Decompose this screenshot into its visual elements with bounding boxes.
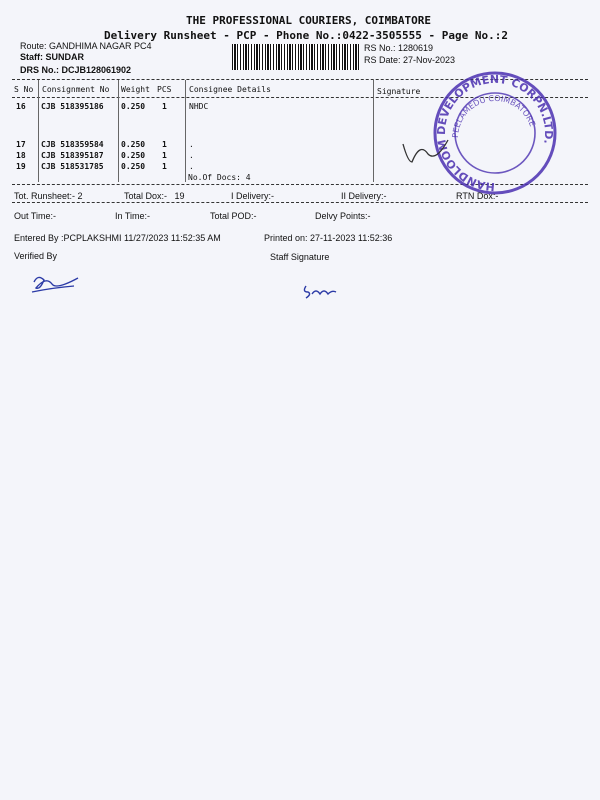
verifier-signature [26, 270, 86, 300]
tot-runsheet: Tot. Runsheet:- 2 [14, 191, 83, 201]
row-consignment: CJB 518395186 [41, 102, 104, 111]
row-consignee: . [189, 151, 194, 160]
stamp-outer-text: HANDLOOM DEVELOPMENT CORPN.LTD. [434, 72, 556, 194]
row-consignment: CJB 518531785 [41, 162, 104, 171]
row-pcs: 1 [162, 162, 167, 171]
rs-date: RS Date: 27-Nov-2023 [364, 55, 456, 65]
barcode-image [232, 44, 360, 70]
column-header-sno: S No [14, 85, 34, 94]
drs-number: DRS No.: DCJB128061902 [20, 65, 132, 75]
row-sno: 16 [16, 102, 26, 111]
row-sno: 19 [16, 162, 26, 171]
runsheet-title: Delivery Runsheet - PCP - Phone No.:0422-3505555 - Page No.:2 [104, 29, 508, 42]
delvy-points: Delvy Points:- [315, 211, 371, 221]
row-sno: 18 [16, 151, 26, 160]
svg-text:PEELAMEDU COIMBATORE [451, 94, 537, 138]
row-weight: 0.250 [121, 102, 146, 111]
row-weight: 0.250 [121, 162, 146, 171]
row-consignment: CJB 518395187 [41, 151, 104, 160]
signature-mark [398, 132, 458, 172]
column-header-pcs: PCS [157, 85, 172, 94]
rs-number: RS No.: 1280619 [364, 43, 434, 53]
stamp-inner-text: PEELAMEDU COIMBATORE [450, 93, 537, 139]
summary-rule [12, 202, 588, 203]
row-weight: 0.250 [121, 140, 146, 149]
i-delivery: I Delivery:- [231, 191, 275, 201]
company-name: THE PROFESSIONAL COURIERS, COIMBATORE [186, 14, 432, 27]
row-consignment: CJB 518359584 [41, 140, 104, 149]
no-of-docs: No.Of Docs: 4 [188, 173, 251, 182]
staff-label: Staff: SUNDAR [20, 52, 84, 62]
column-header-consignee: Consignee Details [189, 85, 271, 94]
total-dox: Total Dox:- 19 [124, 191, 185, 201]
row-sno: 17 [16, 140, 26, 149]
entered-by: Entered By :PCPLAKSHMI 11/27/2023 11:52:35 AM [14, 233, 221, 243]
row-consignee: . [189, 140, 194, 149]
staff-signature [300, 280, 350, 302]
column-divider [373, 80, 374, 182]
row-pcs: 1 [162, 102, 167, 111]
rtn-dox: RTN Dox:- [456, 191, 499, 201]
staff-signature-label: Staff Signature [270, 252, 330, 262]
row-weight: 0.250 [121, 151, 146, 160]
column-header-weight: Weight [121, 85, 150, 94]
row-consignee: NHDC [189, 102, 209, 111]
in-time: In Time:- [115, 211, 151, 221]
row-pcs: 1 [162, 151, 167, 160]
printed-on: Printed on: 27-11-2023 11:52:36 [264, 233, 393, 243]
verified-by: Verified By [14, 251, 58, 261]
total-pod: Total POD:- [210, 211, 257, 221]
out-time: Out Time:- [14, 211, 57, 221]
column-divider [118, 80, 119, 182]
column-header-consignment: Consignment No [42, 85, 110, 94]
route-label: Route: GANDHIMA NAGAR PC4 [20, 41, 152, 51]
row-consignee: . [189, 162, 194, 171]
ii-delivery: II Delivery:- [341, 191, 387, 201]
column-header-signature: Signature [377, 87, 421, 96]
column-divider [38, 80, 39, 182]
row-pcs: 1 [162, 140, 167, 149]
column-divider [185, 80, 186, 182]
